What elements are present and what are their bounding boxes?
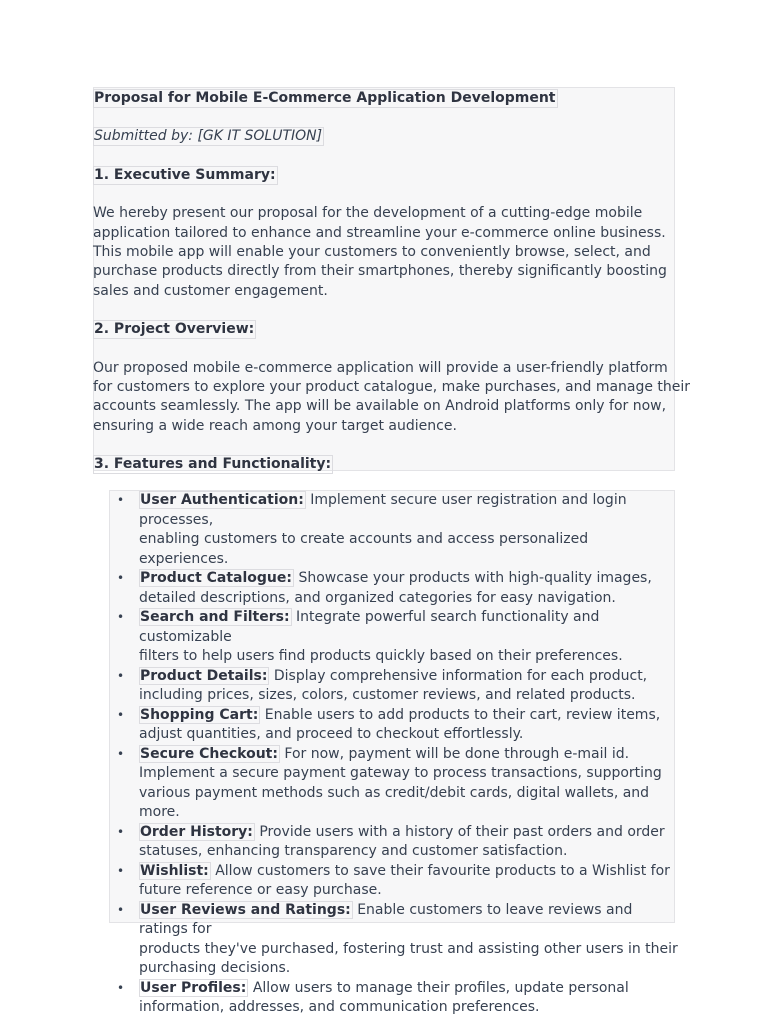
feature-description: Showcase your products with high-quality images, detailed descriptions, and organized categories for easy navigation. [139, 570, 652, 606]
feature-term: Product Details: [140, 667, 268, 684]
list-item [117, 901, 679, 979]
list-item [117, 862, 679, 901]
document-title: Proposal for Mobile E-Commerce Application Development [94, 90, 556, 106]
feature-term: Search and Filters: [140, 609, 290, 625]
bullet-icon: • [117, 863, 125, 878]
list-item [117, 608, 679, 667]
project-overview-paragraph [93, 359, 691, 437]
list-item [117, 491, 679, 569]
feature-description: Integrate powerful search functionality and customizable filters to help users find products quickly based on their preferences. [139, 609, 623, 664]
feature-term: User Reviews and Ratings: [140, 901, 351, 918]
feature-description: For now, payment will be done through e-mail id. Implement a secure payment gateway to process transactions, supporting various payment methods such as credit/debit cards, digital wallets, and more. [139, 745, 662, 820]
executive-summary-paragraph [93, 204, 675, 301]
document-content [93, 89, 691, 475]
paragraph-line: This mobile app will enable your customers to conveniently browse, select, and [93, 244, 651, 261]
section-heading-features: 3. Features and Functionality: [94, 456, 332, 473]
bullet-icon: • [117, 668, 125, 683]
bullet-icon: • [117, 571, 125, 585]
bullet-icon: • [117, 610, 125, 624]
paragraph-line: accounts seamlessly. The app will be available on Android platforms only for now, [93, 398, 667, 415]
feature-term: User Authentication: [140, 492, 304, 508]
features-list [117, 491, 679, 1018]
paragraph-line: for customers to explore your product catalogue, make purchases, and manage their [93, 379, 691, 396]
paragraph-line: We hereby present our proposal for the development of a cutting-edge mobile [93, 205, 643, 222]
feature-term: Product Catalogue: [140, 570, 292, 586]
feature-description: Enable customers to leave reviews and ratings for products they've purchased, fostering trust and assisting other users in their purchasing decisions. [139, 901, 678, 976]
list-item [117, 745, 679, 823]
feature-description: Display comprehensive information for each product, including prices, sizes, colors, customer reviews, and related products. [139, 667, 648, 703]
feature-term: User Profiles: [140, 979, 247, 996]
bullet-icon: • [117, 902, 125, 917]
list-item [117, 823, 679, 862]
feature-description: Allow customers to save their favourite products to a Wishlist for future reference or easy purchase. [139, 862, 670, 898]
bullet-icon: • [117, 980, 125, 995]
paragraph-line: application tailored to enhance and streamline your e-commerce online business. [93, 224, 666, 241]
list-item [117, 979, 679, 1018]
feature-description: Allow users to manage their profiles, update personal information, addresses, and communication preferences. [139, 979, 629, 1015]
bullet-icon: • [117, 824, 125, 839]
bullet-icon: • [117, 493, 125, 507]
feature-term: Order History: [140, 823, 253, 840]
bullet-icon: • [117, 707, 125, 722]
submitted-by: Submitted by: [GK IT SOLUTION] [94, 128, 323, 145]
feature-term: Secure Checkout: [140, 745, 278, 762]
feature-term: Wishlist: [140, 862, 209, 879]
list-item [117, 706, 679, 745]
paragraph-line: Our proposed mobile e-commerce application will provide a user-friendly platform [93, 359, 668, 376]
paragraph-line: purchase products directly from their smartphones, thereby significantly boosting [93, 263, 667, 280]
paragraph-line: ensuring a wide reach among your target audience. [93, 417, 457, 434]
feature-description: Provide users with a history of their past orders and order statuses, enhancing transparency and customer satisfaction. [139, 823, 665, 859]
paragraph-line: sales and customer engagement. [93, 282, 328, 299]
feature-term: Shopping Cart: [140, 706, 259, 723]
section-heading-executive-summary: 1. Executive Summary: [94, 166, 276, 183]
section-heading-project-overview: 2. Project Overview: [94, 321, 255, 338]
bullet-icon: • [117, 746, 125, 761]
list-item [117, 667, 679, 706]
list-item [117, 569, 679, 608]
feature-description: Implement secure user registration and login processes, enabling customers to create accounts and access personalized experiences. [139, 492, 627, 567]
feature-description: Enable users to add products to their cart, review items, adjust quantities, and proceed to checkout effortlessly. [139, 706, 661, 742]
